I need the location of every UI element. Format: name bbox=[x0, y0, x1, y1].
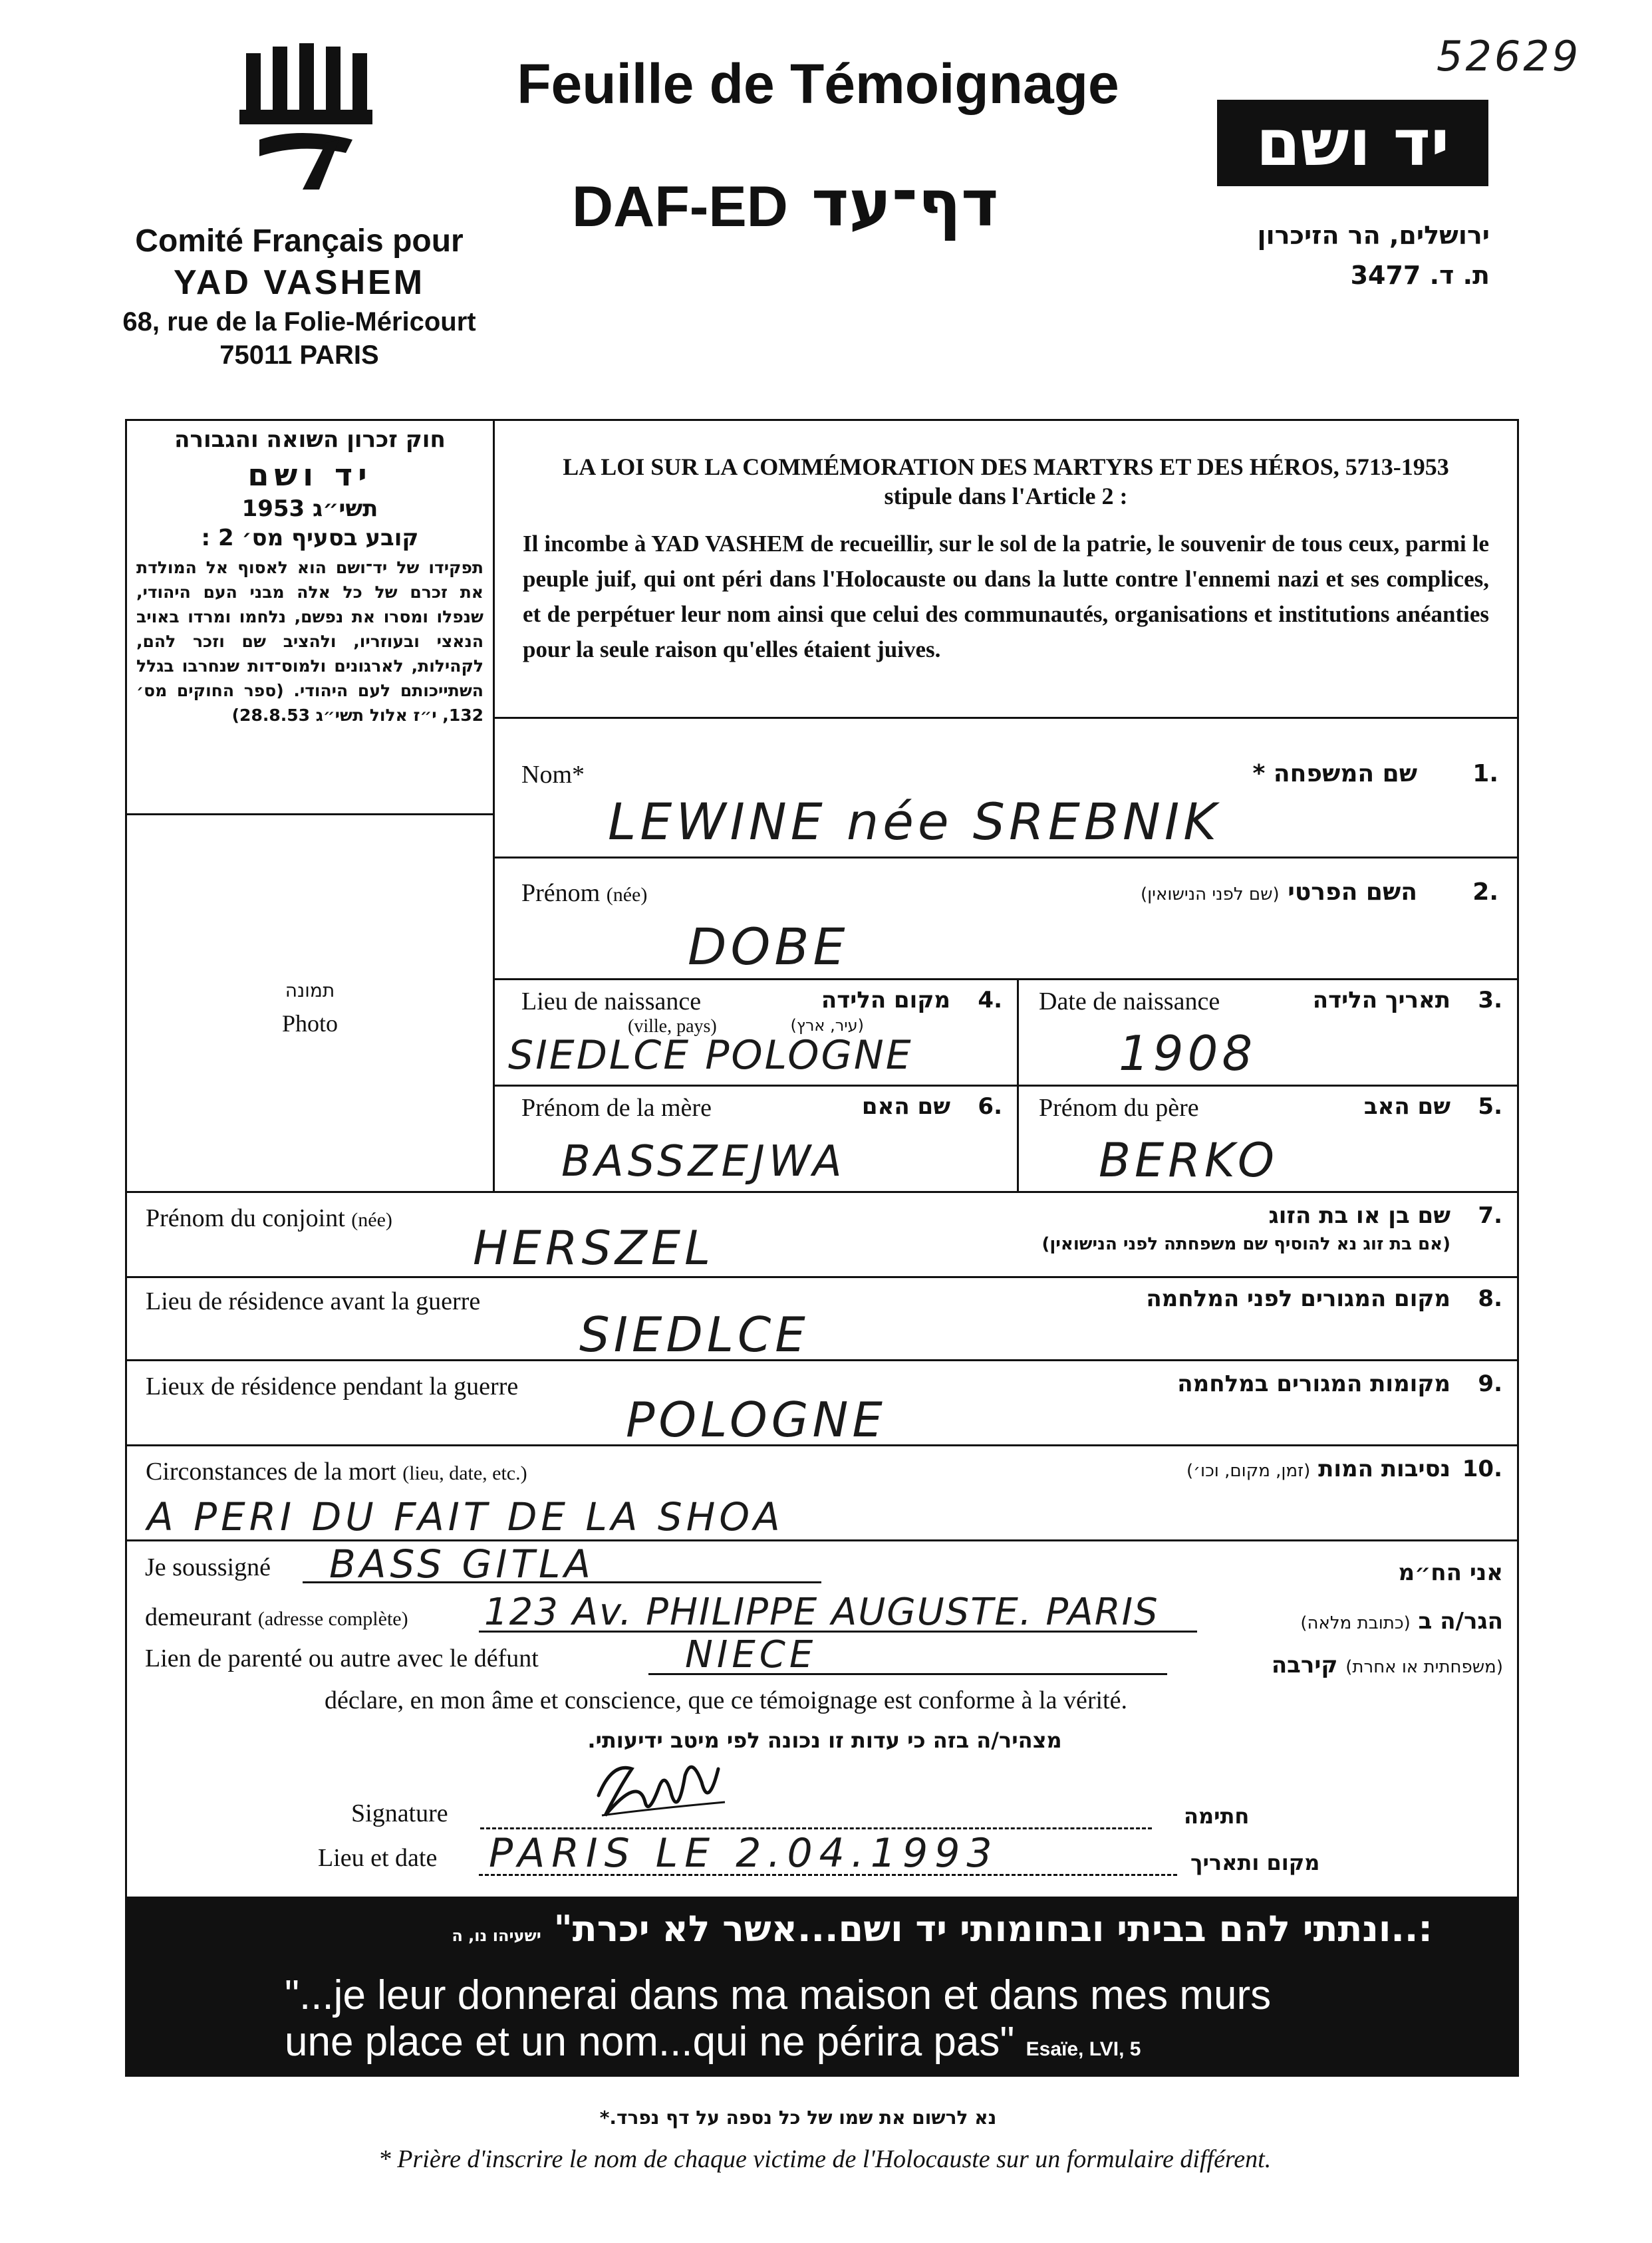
field-conjoint-value[interactable]: HERSZEL bbox=[473, 1221, 715, 1275]
banner-hebrew bbox=[452, 1908, 1433, 1950]
field-date-naissance-hebrew: תאריך הלידה bbox=[1312, 987, 1450, 1013]
demeurant-label-small: (adresse complète) bbox=[257, 1608, 408, 1630]
field-pere-number: .5 bbox=[1478, 1093, 1502, 1120]
hebrew-law-year: תשי״ג 1953 bbox=[241, 495, 378, 522]
quote-banner bbox=[125, 1899, 1519, 2077]
jerusalem-line1: ירושלים, הר הזיכרון bbox=[1257, 221, 1490, 250]
signature-label: Signature bbox=[351, 1799, 448, 1827]
french-law-body: Il incombe à YAD VASHEM de recueillir, sur le sol de la patrie, le souvenir de tous ceux, parmi le peuple juif, qui ont péri dans l'Holocauste ou dans la lutte contre l'ennemi nazi et ses complices, et de perpétuer leur nom ainsi que celui des communautés, organisations et institutions anéanties pour la seule raison qu'elles étaient juives. bbox=[523, 531, 1489, 662]
field-conjoint-label bbox=[146, 1204, 392, 1233]
hebrew-law-title1: חוק זכרון השואה והגבורה bbox=[174, 426, 446, 453]
banner-hebrew-text: :..ונתתי להם בביתי ובחומותי יד ושם...אשר לא יכרת" bbox=[553, 1908, 1433, 1950]
yad-vashem-hand-logo bbox=[219, 40, 392, 193]
banner-french-line1: "...je leur donnerai dans ma maison et dans mes murs bbox=[285, 1972, 1272, 2018]
lien-hebrew bbox=[1184, 1652, 1503, 1678]
field-nom bbox=[495, 719, 1517, 858]
banner-french-line2-text: une place et un nom...qui ne périra pas" bbox=[285, 2019, 1015, 2065]
field-prenom-value[interactable]: DOBE bbox=[688, 917, 849, 976]
field-mere-value[interactable]: BASSZEJWA bbox=[561, 1137, 846, 1186]
photo-label-french: Photo bbox=[281, 1010, 339, 1037]
field-circonstances-value[interactable]: A PERI DU FAIT DE LA SHOA bbox=[147, 1494, 784, 1539]
committee-address-line1: 68, rue de la Folie-Méricourt bbox=[122, 307, 476, 336]
lieu-date-label: Lieu et date bbox=[318, 1844, 438, 1872]
field-lieu-naissance-hebrew: מקום הלידה bbox=[821, 987, 950, 1013]
hebrew-law-title2: יד ושם bbox=[247, 457, 372, 493]
field-prenom-hebrew-text: השם הפרטי bbox=[1288, 878, 1417, 906]
field-conjoint-hebrew-small: (אם בת זוג נא להוסיף שם משפחתה לפני הנישואין) bbox=[1041, 1234, 1450, 1254]
field-avant-guerre-hebrew: מקום המגורים לפני המלחמה bbox=[1146, 1285, 1450, 1312]
demeurant-hebrew-small: (כתובת מלאה) bbox=[1300, 1613, 1411, 1633]
field-nom-label: Nom* bbox=[521, 761, 585, 789]
field-nom-number: .1 bbox=[1472, 760, 1498, 787]
french-law-box bbox=[495, 421, 1517, 719]
field-prenom bbox=[495, 858, 1517, 980]
form-title: Feuille de Témoignage bbox=[517, 53, 1119, 115]
field-conjoint-label-small: (née) bbox=[351, 1209, 392, 1231]
field-conjoint-label-text: Prénom du conjoint bbox=[146, 1204, 345, 1232]
committee-line2: YAD VASHEM bbox=[173, 263, 426, 302]
field-prenom-label-small: (née) bbox=[606, 884, 648, 906]
field-circonstances-label bbox=[146, 1457, 527, 1486]
field-prenom-number: .2 bbox=[1472, 878, 1498, 906]
field-lieu-naissance-hebrew-small: (עיר, ארץ) bbox=[790, 1016, 864, 1035]
banner-french-line2 bbox=[285, 2018, 1141, 2065]
field-circonstances-label-text: Circonstances de la mort bbox=[146, 1458, 396, 1486]
form-subtitle-latin: DAF-ED bbox=[572, 175, 788, 239]
demeurant-hebrew-text: הגר/ה ב bbox=[1418, 1608, 1503, 1635]
field-conjoint-hebrew: שם בן או בת הזוג bbox=[1268, 1202, 1450, 1229]
field-lieu-naissance-label-small: (ville, pays) bbox=[628, 1016, 717, 1037]
photo-label-hebrew: תמונה bbox=[285, 980, 335, 1001]
field-lieu-naissance-value[interactable]: SIEDLCE POLOGNE bbox=[508, 1032, 913, 1079]
soussigne-label: Je soussigné bbox=[145, 1553, 271, 1581]
photo-area bbox=[127, 815, 493, 1191]
lien-value[interactable]: NIECE bbox=[685, 1633, 817, 1676]
signature-line bbox=[480, 1827, 1152, 1829]
field-circonstances bbox=[127, 1446, 1517, 1541]
field-conjoint bbox=[127, 1191, 1517, 1278]
field-lieu-naissance bbox=[495, 980, 1019, 1087]
field-circonstances-hebrew-small: (זמן, מקום, וכו׳) bbox=[1186, 1461, 1311, 1481]
field-date-naissance-label: Date de naissance bbox=[1039, 988, 1220, 1015]
field-mere-number: .6 bbox=[978, 1093, 1002, 1120]
demeurant-value[interactable]: 123 Av. PHILIPPE AUGUSTE. PARIS bbox=[484, 1591, 1159, 1634]
declaration-hebrew: מצהיר/ה בזה כי עדות זו נכונה לפי מיטב ידיעותי. bbox=[587, 1728, 1062, 1753]
french-law-title: LA LOI SUR LA COMMÉMORATION DES MARTYRS ET DES HÉROS, 5713-1953 bbox=[563, 454, 1449, 480]
field-circonstances-label-small: (lieu, date, etc.) bbox=[402, 1462, 527, 1484]
file-number: 52629 bbox=[1437, 32, 1582, 80]
field-lieu-naissance-number: .4 bbox=[978, 987, 1002, 1013]
field-circonstances-hebrew bbox=[1186, 1456, 1450, 1482]
field-nom-value[interactable]: LEWINE née SREBNIK bbox=[608, 792, 1221, 851]
field-pere-hebrew: שם האב bbox=[1363, 1093, 1450, 1120]
lien-label: Lien de parenté ou autre avec le défunt bbox=[145, 1645, 539, 1672]
banner-french-ref: Esaïe, LVI, 5 bbox=[1026, 2038, 1141, 2060]
field-avant-guerre bbox=[127, 1276, 1517, 1361]
field-prenom-hebrew bbox=[1141, 878, 1417, 906]
field-pendant-guerre-hebrew: מקומות המגורים במלחמה bbox=[1177, 1371, 1450, 1397]
field-pendant-guerre-number: .9 bbox=[1478, 1371, 1502, 1397]
lieu-date-value[interactable]: PARIS LE 2.04.1993 bbox=[489, 1830, 999, 1877]
demeurant-hebrew bbox=[1224, 1608, 1503, 1635]
field-pere bbox=[1019, 1087, 1517, 1191]
field-conjoint-number: .7 bbox=[1478, 1202, 1502, 1229]
hebrew-law-body: תפקידו של יד־ושם הוא לאסוף אל המולדת את זכרם של כל אלה מבני העם היהודי, שנפלו ומסרו את נפשם, נלחמו ומרדו באויב הנאצי ובעוזריו, ולהציב שם וזכר להם, לקהילות, לארגונים ולמוס־דות שנחרבו בגלל השתייכותם לעם היהודי. (ספר החוקים מס׳ 132, י״ז אלול תשי״ג 28.8.53) bbox=[136, 558, 483, 725]
yv-logo-text: יד ושם bbox=[1256, 106, 1450, 180]
hebrew-law-article: קובע בסעיף מס׳ 2 : bbox=[201, 525, 419, 551]
field-prenom-hebrew-small: (שם לפני הנישואין) bbox=[1140, 884, 1280, 904]
banner-hebrew-ref: ישעיהו נו, ה bbox=[452, 1926, 541, 1945]
field-circonstances-hebrew-text: נסיבות המות bbox=[1318, 1456, 1450, 1482]
demeurant-label bbox=[145, 1603, 408, 1632]
signature-mark[interactable] bbox=[585, 1749, 738, 1835]
field-pendant-guerre bbox=[127, 1361, 1517, 1446]
field-prenom-label-text: Prénom bbox=[521, 879, 601, 907]
field-mere bbox=[495, 1087, 1019, 1191]
field-date-naissance bbox=[1019, 980, 1517, 1087]
field-lieu-naissance-label: Lieu de naissance bbox=[521, 988, 702, 1015]
yv-logo-box bbox=[1217, 100, 1488, 186]
field-pere-label: Prénom du père bbox=[1039, 1094, 1199, 1122]
jerusalem-line2: ת. ד. 3477 bbox=[1350, 261, 1490, 290]
lieu-date-hebrew: מקום ותאריך bbox=[1190, 1850, 1320, 1875]
committee-address-line2: 75011 PARIS bbox=[219, 340, 379, 370]
hebrew-law-box bbox=[127, 421, 495, 815]
signature-hebrew: חתימה bbox=[1184, 1803, 1250, 1829]
field-pendant-guerre-value[interactable]: POLOGNE bbox=[626, 1392, 887, 1448]
french-law-article: stipule dans l'Article 2 : bbox=[884, 483, 1128, 509]
field-avant-guerre-value[interactable]: SIEDLCE bbox=[579, 1307, 809, 1363]
soussigne-hebrew: אני הח״מ bbox=[1398, 1559, 1503, 1586]
field-avant-guerre-label: Lieu de résidence avant la guerre bbox=[146, 1287, 481, 1315]
lien-hebrew-text: קירבה bbox=[1271, 1652, 1338, 1678]
field-avant-guerre-number: .8 bbox=[1478, 1285, 1502, 1312]
form-subtitle-hebrew: דף־עד bbox=[811, 166, 999, 241]
field-pere-value[interactable]: BERKO bbox=[1099, 1133, 1279, 1188]
soussigne-value[interactable]: BASS GITLA bbox=[329, 1541, 595, 1587]
demeurant-label-text: demeurant bbox=[145, 1603, 252, 1631]
field-circonstances-number: .10 bbox=[1462, 1456, 1502, 1482]
declaration-french: déclare, en mon âme et conscience, que ce témoignage est conforme à la vérité. bbox=[325, 1686, 1127, 1714]
field-date-naissance-number: .3 bbox=[1478, 987, 1502, 1013]
footer-hebrew: נא לרשום את שמו של כל נספה על דף נפרד.* bbox=[599, 2107, 997, 2129]
field-date-naissance-value[interactable]: 1908 bbox=[1119, 1025, 1257, 1081]
footer-french: * Prière d'inscrire le nom de chaque victime de l'Holocauste sur un formulaire différent. bbox=[378, 2145, 1272, 2173]
lien-hebrew-small: (משפחתית או אחרת) bbox=[1345, 1657, 1503, 1677]
field-prenom-label bbox=[521, 878, 647, 908]
field-mere-hebrew: שם האם bbox=[861, 1093, 950, 1120]
committee-line1: Comité Français pour bbox=[135, 223, 464, 259]
field-pendant-guerre-label: Lieux de résidence pendant la guerre bbox=[146, 1373, 519, 1400]
field-nom-hebrew: שם המשפחה * bbox=[1252, 760, 1417, 787]
field-mere-label: Prénom de la mère bbox=[521, 1094, 712, 1122]
